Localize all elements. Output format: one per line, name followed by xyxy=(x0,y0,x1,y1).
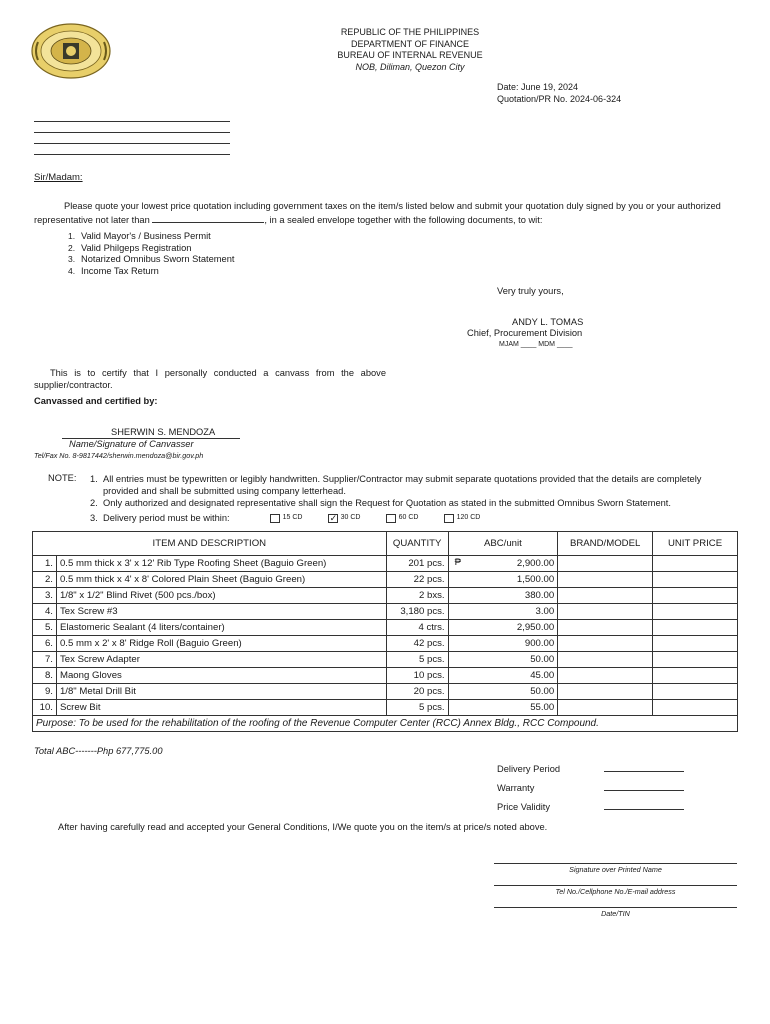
brand-model-cell[interactable] xyxy=(558,652,653,668)
date-text: Date: June 19, 2024 xyxy=(497,82,579,92)
brand-model-cell[interactable] xyxy=(558,668,653,684)
brand-model-cell[interactable] xyxy=(558,700,653,716)
unit-price-cell[interactable] xyxy=(653,604,738,620)
table-row: 9. 1/8" Metal Drill Bit 20 pcs. 50.00 xyxy=(33,684,738,700)
table-row: 7. Tex Screw Adapter 5 pcs. 50.00 xyxy=(33,652,738,668)
table-row: 2. 0.5 mm thick x 4' x 8' Colored Plain Sheet (Baguio Green) 22 pcs. 1,500.00 xyxy=(33,572,738,588)
canvassed-label: Canvassed and certified by: xyxy=(34,396,158,406)
date-tin-label: Date/TIN xyxy=(601,909,630,918)
brand-model-cell[interactable] xyxy=(558,604,653,620)
brand-model-cell[interactable] xyxy=(558,572,653,588)
deadline-blank[interactable] xyxy=(152,214,264,223)
table-header-row xyxy=(33,532,738,556)
table-row: 10. Screw Bit 5 pcs. 55.00 xyxy=(33,700,738,716)
checkbox-icon[interactable] xyxy=(386,514,396,523)
delivery-option-15[interactable]: 15 CD xyxy=(270,512,328,524)
instruction-text-after: , in a sealed envelope together with the following documents, to wit: xyxy=(264,215,543,225)
unit-price-cell[interactable] xyxy=(653,652,738,668)
delivery-period-field[interactable] xyxy=(604,760,684,772)
date-tin-line[interactable] xyxy=(494,907,737,908)
canvasser-label: Name/Signature of Canvasser xyxy=(69,439,194,449)
salutation: Sir/Madam: xyxy=(34,172,83,183)
delivery-option-30[interactable]: ✓ 30 CD xyxy=(328,512,386,524)
table-row: 1. 0.5 mm thick x 3' x 12' Rib Type Roofing Sheet (Baguio Green) 201 pcs. ₱ 2,900.00 xyxy=(33,556,738,572)
signature-line[interactable] xyxy=(494,863,737,864)
list-item: 1. Valid Mayor's / Business Permit xyxy=(68,231,211,241)
table-row: 5. Elastomeric Sealant (4 liters/container) 4 ctrs. 2,950.00 xyxy=(33,620,738,636)
quotation-number: Quotation/PR No. 2024-06-324 xyxy=(497,94,622,104)
requirements-list xyxy=(68,231,234,277)
col-header-unit-price: UNIT PRICE xyxy=(653,532,738,556)
terms-block xyxy=(497,760,684,817)
list-item: 3. Notarized Omnibus Sworn Statement xyxy=(68,254,235,264)
purpose-text: Purpose: To be used for the rehabilitation of the roofing of the Revenue Computer Center (RCC) Annex Bldg., RCC Compound. xyxy=(33,716,738,732)
address-line-3[interactable] xyxy=(34,143,230,144)
header-department: DEPARTMENT OF FINANCE xyxy=(350,38,469,49)
price-validity-field[interactable] xyxy=(604,798,684,810)
checkbox-icon[interactable] xyxy=(270,514,280,523)
checkbox-checked-icon[interactable] xyxy=(328,514,338,523)
header-bureau: BUREAU OF INTERNAL REVENUE xyxy=(337,50,483,60)
delivery-options xyxy=(270,512,502,524)
table-row: 4. Tex Screw #3 3,180 pcs. 3.00 xyxy=(33,604,738,620)
items-table xyxy=(32,531,738,732)
instruction-paragraph xyxy=(34,199,738,227)
col-header-item: ITEM AND DESCRIPTION xyxy=(33,532,387,556)
canvasser-name: SHERWIN S. MENDOZA xyxy=(111,427,216,437)
unit-price-cell[interactable] xyxy=(653,588,738,604)
brand-model-cell[interactable] xyxy=(558,556,653,572)
address-line-1[interactable] xyxy=(34,121,230,122)
contact-line[interactable] xyxy=(494,885,737,886)
canvasser-contact: Tel/Fax No. 8-9817442/sherwin.mendoza@bir.gov.ph xyxy=(34,451,204,460)
col-header-quantity: QUANTITY xyxy=(386,532,448,556)
brand-model-cell[interactable] xyxy=(558,620,653,636)
term-warranty-label: Warranty xyxy=(497,783,535,793)
unit-price-cell[interactable] xyxy=(653,700,738,716)
notes-list xyxy=(90,473,730,524)
total-abc: Total ABC-------Php 677,775.00 xyxy=(34,746,163,756)
col-header-abc: ABC/unit xyxy=(448,532,558,556)
note-item: 1. All entries must be typewritten or legibly handwritten. Supplier/Contractor may submit separate quotations provided that the details are completely provided and shall be submitted using company letterhead. xyxy=(90,474,702,496)
signature-label: Signature over Printed Name xyxy=(569,865,662,874)
term-delivery-label: Delivery Period xyxy=(497,764,561,774)
unit-price-cell[interactable] xyxy=(653,620,738,636)
certification-text: This is to certify that I personally conducted a canvass from the above supplier/contractor. xyxy=(34,368,386,390)
list-item: 4. Income Tax Return xyxy=(68,265,159,276)
closing: Very truly yours, xyxy=(497,286,564,296)
brand-model-cell[interactable] xyxy=(558,684,653,700)
unit-price-cell[interactable] xyxy=(653,684,738,700)
unit-price-cell[interactable] xyxy=(653,668,738,684)
unit-price-cell[interactable] xyxy=(653,636,738,652)
header-republic: REPUBLIC OF THE PHILIPPINES xyxy=(340,27,480,37)
address-line-4[interactable] xyxy=(34,154,230,155)
checkbox-icon[interactable] xyxy=(444,514,454,523)
warranty-field[interactable] xyxy=(604,779,684,791)
instruction-text-before: Please quote your lowest price quotation including government taxes on the item/s listed below and submit your quotation duly signed by you or your authorized representative not later than xyxy=(34,201,721,225)
chief-title: Chief, Procurement Division xyxy=(467,328,583,338)
delivery-option-120[interactable]: 120 CD xyxy=(444,512,502,524)
unit-price-cell[interactable] xyxy=(653,572,738,588)
bir-seal-logo xyxy=(30,22,112,80)
table-row: 3. 1/8" x 1/2" Blind Rivet (500 pcs./box) 2 bxs. 380.00 xyxy=(33,588,738,604)
note-item: 2. Only authorized and designated representative shall sign the Request for Quotation as stated in the submitted Omnibus Sworn Statement. xyxy=(90,498,671,508)
peso-sign: ₱ xyxy=(454,557,461,568)
note-item: 3. Delivery period must be within: 15 CD ✓ 30 CD 60 CD 120 CD xyxy=(90,512,730,524)
header-address: NOB, Diliman, Quezon City xyxy=(355,61,465,72)
contact-label: Tel No./Cellphone No./E-mail address xyxy=(555,887,676,896)
acceptance-text: After having carefully read and accepted your General Conditions, I/We quote you on the item/s at price/s noted above. xyxy=(58,822,548,832)
address-line-2[interactable] xyxy=(34,132,230,133)
note-label: NOTE: xyxy=(48,473,77,483)
table-row: 6. 0.5 mm x 2' x 8' Ridge Roll (Baguio Green) 42 pcs. 900.00 xyxy=(33,636,738,652)
term-row xyxy=(497,760,684,779)
date-block xyxy=(497,81,621,105)
purpose-row xyxy=(33,716,738,732)
delivery-option-60[interactable]: 60 CD xyxy=(386,512,444,524)
chief-name: ANDY L. TOMAS xyxy=(512,317,584,327)
list-item: 2. Valid Philgeps Registration xyxy=(68,242,192,253)
initials-line: MJAM ____ MDM ____ xyxy=(499,341,573,348)
table-row: 8. Maong Gloves 10 pcs. 45.00 xyxy=(33,668,738,684)
term-validity-label: Price Validity xyxy=(497,802,551,812)
term-row xyxy=(497,798,684,817)
unit-price-cell[interactable] xyxy=(653,556,738,572)
term-row xyxy=(497,779,684,798)
brand-model-cell[interactable] xyxy=(558,588,653,604)
col-header-brand: BRAND/MODEL xyxy=(558,532,653,556)
brand-model-cell[interactable] xyxy=(558,636,653,652)
letterhead xyxy=(300,27,520,73)
